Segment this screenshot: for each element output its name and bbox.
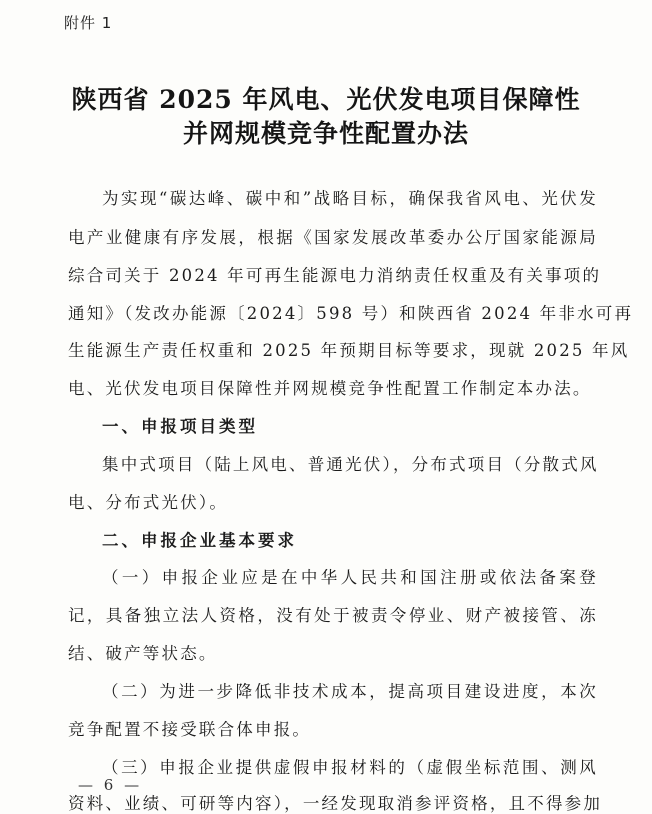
document-title-line-2: 并网规模竞争性配置办法 bbox=[182, 119, 469, 148]
document-title-line-1: 陕西省 2025 年风电、光伏发电项目保障性 bbox=[71, 85, 581, 114]
paragraph-line: 电、分布式光伏）。 bbox=[68, 493, 229, 512]
page-number: — 6 — bbox=[78, 776, 143, 794]
paragraph-line: （二）为进一步降低非技术成本，提高项目建设进度，本次 bbox=[102, 682, 598, 701]
paragraph-line: 综合司关于 2024 年可再生能源电力消纳责任权重及有关事项的 bbox=[68, 266, 602, 285]
paragraph-line: 资料、业绩、可研等内容），一经发现取消参评资格，且不得参加 bbox=[68, 794, 603, 813]
paragraph-line: 为实现“碳达峰、碳中和”战略目标，确保我省风电、光伏发 bbox=[102, 189, 598, 208]
paragraph-line: 竞争配置不接受联合体申报。 bbox=[68, 720, 312, 739]
paragraph-line: （三）申报企业提供虚假申报材料的（虚假坐标范围、测风 bbox=[102, 758, 598, 777]
paragraph-line: 电、光伏发电项目保障性并网规模竞争性配置工作制定本办法。 bbox=[68, 379, 592, 398]
section-heading: 一、申报项目类型 bbox=[102, 417, 258, 436]
attachment-label: 附件 1 bbox=[64, 14, 113, 32]
paragraph-line: 记，具备独立法人资格，没有处于被责令停业、财产被接管、冻 bbox=[68, 606, 598, 625]
paragraph-line: 通知》（发改办能源〔2024〕598 号）和陕西省 2024 年非水可再 bbox=[68, 304, 634, 323]
paragraph-line: 结、破产等状态。 bbox=[68, 644, 218, 663]
section-heading: 二、申报企业基本要求 bbox=[102, 531, 297, 550]
paragraph-line: 生能源生产责任权重和 2025 年预期目标等要求，现就 2025 年风 bbox=[68, 341, 630, 360]
paragraph-line: （一）申报企业应是在中华人民共和国注册或依法备案登 bbox=[102, 568, 598, 587]
paragraph-line: 集中式项目（陆上风电、普通光伏），分布式项目（分散式风 bbox=[102, 455, 599, 474]
paragraph-line: 电产业健康有序发展，根据《国家发展改革委办公厅国家能源局 bbox=[68, 228, 598, 247]
